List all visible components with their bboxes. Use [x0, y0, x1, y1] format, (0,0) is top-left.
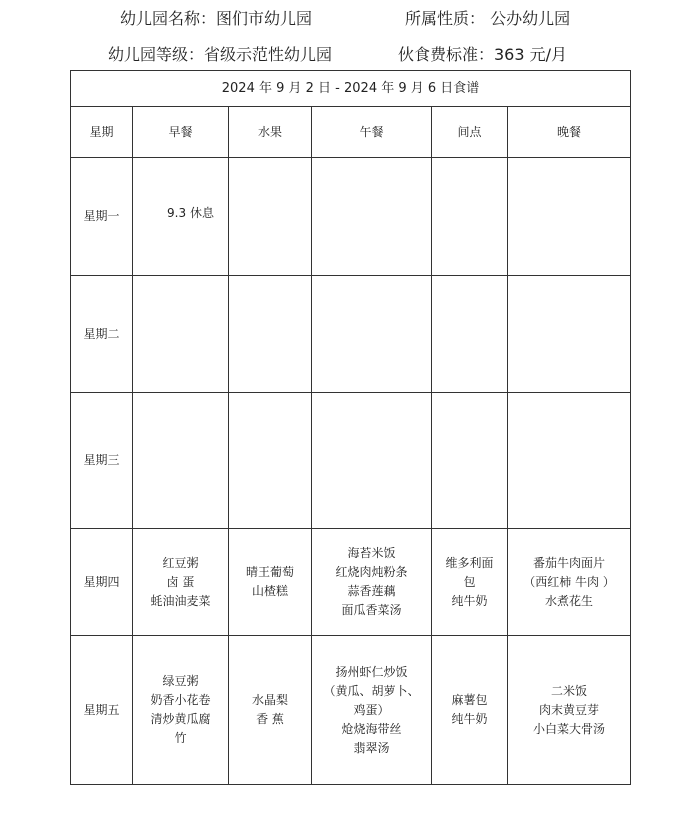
- breakfast-cell: [133, 276, 229, 393]
- day-cell: 星期一: [71, 158, 133, 276]
- lunch-item: 红烧肉炖粉条: [335, 565, 408, 579]
- lunch-cell: [312, 529, 432, 636]
- dinner-cell: [508, 636, 631, 785]
- snack-item: 纯牛奶: [451, 593, 488, 608]
- dinner-cell: [508, 393, 631, 529]
- snack-item: 维多利面: [445, 555, 494, 570]
- dinner-item: 番茄牛肉面片: [533, 555, 606, 570]
- table-title-row: [71, 71, 631, 107]
- table-row: [71, 158, 631, 276]
- table-row: [71, 636, 631, 785]
- menu-date-range-title: 2024 年 9 月 2 日 - 2024 年 9 月 6 日食谱: [71, 71, 631, 107]
- fruit-cell: [229, 393, 312, 529]
- breakfast-cell: [133, 158, 229, 276]
- lunch-cell: [312, 158, 432, 276]
- dinner-cell: [508, 529, 631, 636]
- breakfast-item: 蚝油油麦菜: [150, 593, 211, 608]
- fruit-item: 水晶梨: [251, 693, 288, 707]
- kindergarten-nature: 所属性质： 公办幼儿园: [405, 9, 571, 28]
- breakfast-item: 绿豆粥: [162, 674, 199, 688]
- day-cell: 星期三: [71, 393, 133, 529]
- snack-cell: [432, 393, 508, 529]
- day-cell: 星期二: [71, 276, 133, 393]
- breakfast-item: 9.3 休息: [167, 206, 214, 220]
- column-header-breakfast: 早餐: [133, 107, 229, 158]
- fruit-item: 香 蕉: [256, 712, 284, 726]
- day-cell: 星期四: [71, 529, 133, 636]
- table-header-row: [71, 107, 631, 158]
- table-row: [71, 393, 631, 529]
- lunch-item: 鸡蛋）: [353, 702, 390, 717]
- column-header-snack: 间点: [432, 107, 508, 158]
- lunch-item: 扬州虾仁炒饭: [335, 664, 408, 679]
- lunch-item: 翡翠汤: [353, 740, 390, 755]
- breakfast-item: 奶香小花卷: [150, 693, 211, 707]
- breakfast-item: 清炒黄瓜腐: [150, 712, 211, 726]
- fruit-item: 晴王葡萄: [245, 565, 294, 579]
- dinner-item: 小白菜大骨汤: [533, 721, 606, 736]
- dinner-item: 肉末黄豆芽: [539, 702, 600, 717]
- kindergarten-name: 幼儿园名称：图们市幼儿园: [120, 9, 313, 28]
- fruit-item: 山楂糕: [251, 584, 288, 598]
- lunch-cell: [312, 276, 432, 393]
- fruit-cell: [229, 158, 312, 276]
- lunch-item: （黄瓜、胡萝卜、: [323, 683, 420, 698]
- meal-fee-standard: 伙食费标准：363 元/月: [398, 45, 568, 64]
- lunch-item: 面瓜香菜汤: [341, 603, 402, 617]
- lunch-cell: [312, 636, 432, 785]
- dinner-item: （西红柿 牛肉 ）: [523, 574, 615, 589]
- breakfast-item: 红豆粥: [162, 555, 199, 570]
- kindergarten-level: 幼儿园等级：省级示范性幼儿园: [108, 45, 333, 64]
- snack-cell: [432, 529, 508, 636]
- snack-cell: [432, 276, 508, 393]
- breakfast-cell: [133, 529, 229, 636]
- breakfast-cell: [133, 393, 229, 529]
- lunch-item: 炝烧海带丝: [341, 721, 402, 736]
- fruit-cell: [229, 636, 312, 785]
- fruit-cell: [229, 529, 312, 636]
- table-row: [71, 276, 631, 393]
- snack-item: 麻薯包: [451, 693, 488, 707]
- breakfast-cell: [133, 636, 229, 785]
- column-header-fruit: 水果: [229, 107, 312, 158]
- snack-cell: [432, 636, 508, 785]
- column-header-day: 星期: [71, 107, 133, 158]
- snack-item: 包: [463, 574, 476, 589]
- table-row: [71, 529, 631, 636]
- snack-cell: [432, 158, 508, 276]
- breakfast-item: 卤 蛋: [166, 574, 195, 589]
- breakfast-item: 竹: [174, 731, 187, 745]
- lunch-item: 海苔米饭: [347, 546, 396, 560]
- day-cell: 星期五: [71, 636, 133, 785]
- column-header-dinner: 晚餐: [508, 107, 631, 158]
- dinner-cell: [508, 276, 631, 393]
- lunch-item: 蒜香莲藕: [347, 584, 396, 598]
- snack-item: 纯牛奶: [451, 712, 488, 726]
- dinner-item: 水煮花生: [545, 593, 594, 608]
- column-header-lunch: 午餐: [312, 107, 432, 158]
- weekly-menu-table: [70, 70, 631, 785]
- dinner-cell: [508, 158, 631, 276]
- fruit-cell: [229, 276, 312, 393]
- lunch-cell: [312, 393, 432, 529]
- dinner-item: 二米饭: [551, 683, 588, 698]
